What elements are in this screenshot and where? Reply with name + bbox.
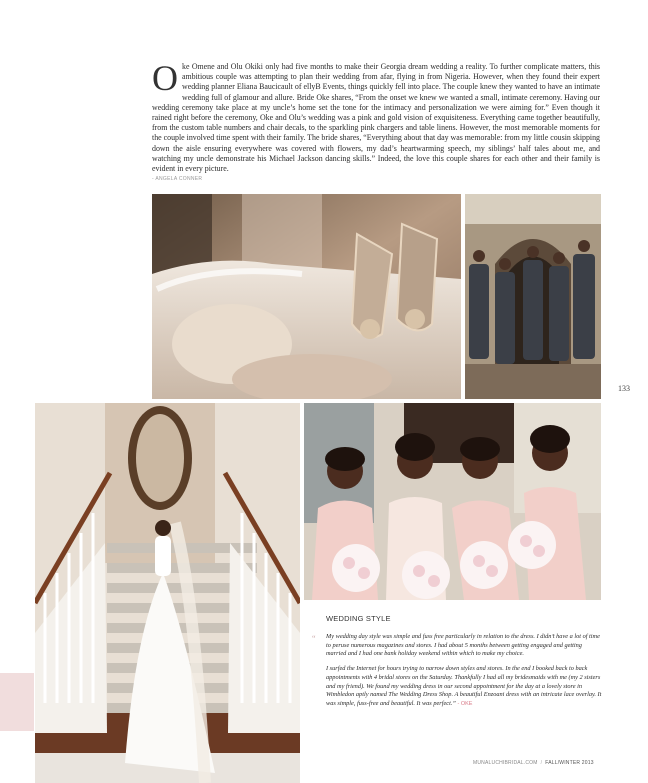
- photo-bride-staircase: [35, 403, 300, 783]
- decorative-pink-bar: [0, 673, 34, 731]
- footer-site: MUNALUCHIBRIDAL.COM: [473, 760, 538, 766]
- wedding-style-heading: WEDDING STYLE: [326, 614, 391, 623]
- photo-bridesmaids: [304, 403, 601, 600]
- bride-staircase-illustration: [35, 403, 300, 783]
- photo-bridal-shoes: [152, 194, 461, 399]
- byline: - ANGELA CONNER: [152, 176, 203, 182]
- wedding-style-quote: [326, 633, 602, 715]
- page-footer: [473, 760, 594, 766]
- drop-cap: O: [152, 58, 178, 98]
- quote-paragraph-1: My wedding day style was simple and fuss free particularly in relation to the dress. I didn’t have a lot of time to peruse numerous magazines and stores. I had about 5 months between getting engaged and getting married and I had one bank holiday weekend within which to make my choice.: [326, 633, 600, 658]
- quote-paragraph-2: [326, 665, 602, 709]
- quote-paragraph-2-text: I surfed the Internet for hours trying to narrow down styles and stores. In the end I booked back to back appointments with 4 bridal stores on the Saturday. Thankfully I had all my bridesmaids with me (my 2 sisters and my friend). We found my wedding dress in our second appointment for the day at a lovely store in Wimbledon aptly named The Wedding Dress Shop. A beautiful Enzoani dress with an intricate lace overlay. It was simple, fuss-free and beautiful. It was perfect.”: [326, 665, 602, 707]
- intro-text: ke Omene and Olu Okiki only had five months to make their Georgia dream wedding a reality. To further complicate matters, this ambitious couple was attempting to plan their wedding from afar, flying in from Nigeria. However, when they found their expert wedding planner Eliana Baucicault of ellyB Events, things quickly fell into place. The couple knew they wanted to have an intimate wedding full of glamour and allure. Bride Oke shares, “From the onset we knew we wanted a small, intimate ceremony. Having our wedding ceremony take place at my uncle’s home set the tone for the intimacy and personalization we were aiming for.” Even though it rained right before the ceremony, Oke and Olu’s wedding was a pink and gold vision of exquisiteness. Everything came together beautifully, from the custom table numbers and chair decals, to the sparkling pink chargers and table linens. However, the most memorable moments for the couple involved time spent with their family. The bride shares, “Everything about that day was memorable: from my little cousin skipping down the aisle ensuring everywhere was covered with flowers, my dad’s heartwarming speech, my siblings’ half tales about me, and watching my uncle demonstrate his Michael Jackson dancing skills.” Indeed, the love this couple shares for each other and their family is evident in every picture.: [152, 62, 600, 174]
- bridesmaids-illustration: [304, 403, 601, 600]
- intro-article: [152, 58, 600, 174]
- quote-mark: “: [312, 634, 316, 643]
- bridal-shoes-illustration: [152, 194, 461, 399]
- groomsmen-illustration: [465, 194, 601, 399]
- page-number: 133: [618, 384, 630, 393]
- footer-separator: /: [540, 760, 543, 766]
- footer-issue: FALL/WINTER 2013: [545, 760, 594, 766]
- quote-attribution: - OKE: [457, 700, 473, 707]
- photo-groomsmen: [465, 194, 601, 399]
